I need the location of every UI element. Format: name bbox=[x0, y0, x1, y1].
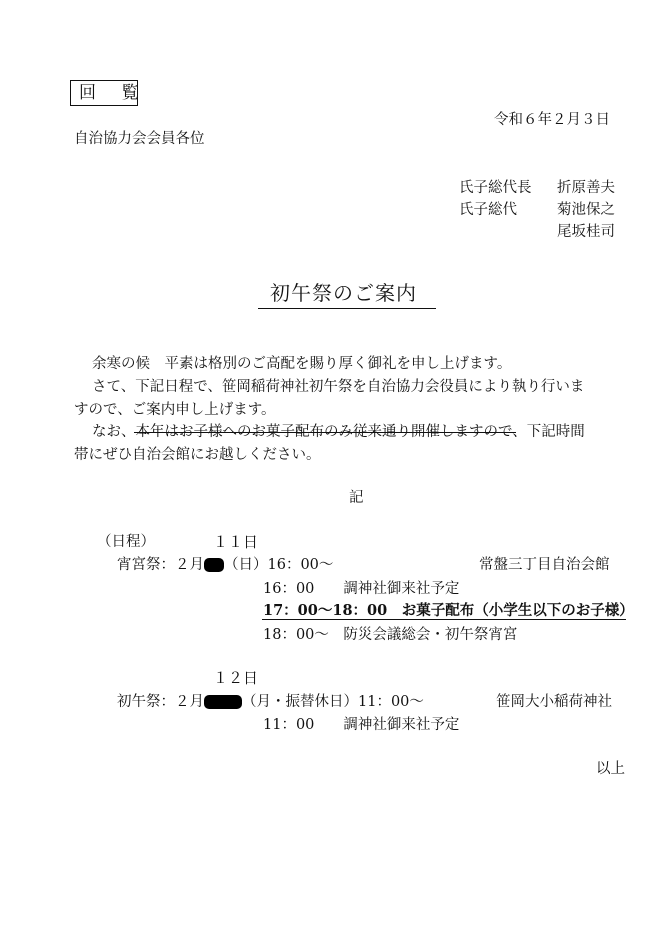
yoimiya-line-3: 18：00～ 防災会議総会・初午祭宵宮 bbox=[263, 627, 518, 643]
page-title: 初午祭のご案内 bbox=[270, 281, 417, 305]
p3-underlined: 本年はお子様へのお菓子配布のみ従来通り開催します bbox=[135, 424, 484, 440]
redaction-mark bbox=[204, 695, 242, 709]
hatsuuma-line-1: 11：00 調神社御来社予定 bbox=[263, 717, 460, 733]
hatsuuma-suffix: （月・振替休日）11：00～ bbox=[242, 694, 424, 710]
body-paragraph-1: 余寒の候 平素は格別のご高配を賜り厚く御礼を申し上げます。 bbox=[92, 356, 512, 372]
p3-underline bbox=[134, 432, 516, 433]
ki-marker: 記 bbox=[349, 490, 364, 506]
p3-prefix: なお、 bbox=[92, 424, 136, 440]
yoimiya-prefix: 宵宮祭：２月 bbox=[117, 557, 204, 573]
recipient: 自治協力会会員各位 bbox=[74, 131, 205, 147]
sender-name-2: 菊池保之 bbox=[557, 202, 615, 218]
title-underline bbox=[258, 308, 436, 309]
hatsuuma-row bbox=[117, 690, 424, 711]
document-date: 令和６年２月３日 bbox=[494, 112, 610, 128]
yoimiya-row bbox=[117, 553, 333, 574]
yoimiya-suffix: （日）16：00～ bbox=[224, 557, 334, 573]
handwritten-day-11: １１日 bbox=[213, 533, 259, 551]
body-paragraph-2a: さて、下記日程で、笹岡稲荷神社初午祭を自治協力会役員により執り行いま bbox=[92, 379, 585, 395]
body-paragraph-3a bbox=[92, 420, 585, 441]
handwritten-day-12: １２日 bbox=[213, 669, 259, 687]
redaction-mark bbox=[204, 558, 224, 572]
yoimiya-line-1: 16：00 調神社御来社予定 bbox=[263, 581, 460, 597]
kairan-stamp-box: 回 覧 bbox=[70, 80, 138, 106]
sender-role-1: 氏子総代長 bbox=[459, 180, 532, 196]
p3-suffix: ので、下記時間 bbox=[483, 424, 585, 440]
body-paragraph-2b: すので、ご案内申し上げます。 bbox=[74, 402, 276, 418]
yoimiya-place: 常盤三丁目自治会館 bbox=[479, 557, 610, 573]
hatsuuma-prefix: 初午祭：２月 bbox=[117, 694, 204, 710]
hatsuuma-place: 笹岡大小稲荷神社 bbox=[496, 694, 612, 710]
line-2-underline bbox=[262, 619, 626, 620]
sender-role-2: 氏子総代 bbox=[459, 202, 517, 218]
sender-name-1: 折原善夫 bbox=[557, 180, 615, 196]
body-paragraph-3b: 帯にぜひ自治会館にお越しください。 bbox=[74, 447, 321, 463]
schedule-label: （日程） bbox=[97, 534, 155, 550]
yoimiya-line-2: 17：00～18：00 お菓子配布（小学生以下のお子様） bbox=[263, 602, 634, 619]
closing: 以上 bbox=[596, 761, 625, 777]
sender-name-3: 尾坂桂司 bbox=[557, 224, 615, 240]
